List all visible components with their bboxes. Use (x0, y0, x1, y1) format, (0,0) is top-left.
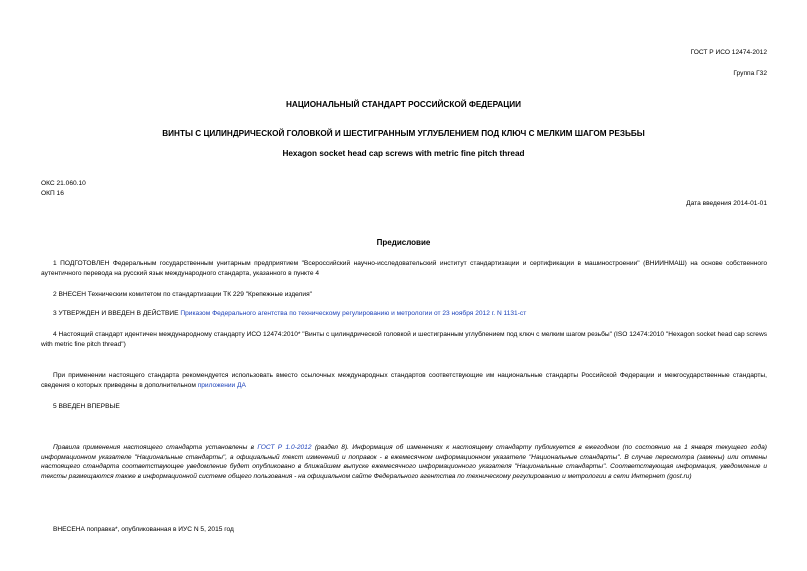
national-standards-note-text: При применении настоящего стандарта рекомендуется использовать вместо ссылочных международных стандартов соответствующие им национальные стандарты Российской Федерации и межгосударственные стандарты, сведения о которых приведены в дополнительном (41, 372, 767, 389)
application-rules-text-end: (раздел 8). Информация об изменениях к настоящему стандарту публикуется в ежегодном (по состоянию на 1 января текущего года) информационном указателе "Национальные стандарты", а официальный текст изменений и поправок - в ежемесячном информационном указателе "Национальные стандарты". В случае пересмотра (замены) или отмены настоящего стандарта соответствующее уведомление будет опубликовано в ближайшем выпуске ежемесячного информационного указателя "Национальные стандарты". Соответствующая информация, уведомление и тексты размещаются также в информационной системе общего пользования - на официальном сайте Федерального агентства по техническому регулированию и метрологии в сети Интернет (gost.ru) (41, 444, 767, 480)
document-title-ru: ВИНТЫ С ЦИЛИНДРИЧЕСКОЙ ГОЛОВКОЙ И ШЕСТИГРАННЫМ УГЛУБЛЕНИЕМ ПОД КЛЮЧ С МЕЛКИМ ШАГОМ РЕЗЬБЫ (162, 129, 645, 138)
foreword-item-2: 2 ВНЕСЕН Техническим комитетом по стандартизации ТК 229 "Крепежные изделия" (53, 291, 312, 298)
gost-r-1-0-2012-link[interactable]: ГОСТ Р 1.0-2012 (257, 444, 312, 451)
document-title-en: Hexagon socket head cap screws with metric fine pitch thread (282, 149, 525, 158)
foreword-item-4: 4 Настоящий стандарт идентичен международному стандарту ИСО 12474:2010* "Винты с цилиндрической головкой и шестигранным углублением под ключ с мелким шагом резьбы" (ISO 12474:2010 "Hexagon socket head cap screws with metric fine pitch thread") (41, 331, 767, 348)
oks-code: ОКС 21.060.10 (41, 180, 86, 187)
introduction-date: Дата введения 2014-01-01 (686, 200, 767, 207)
application-rules-paragraph (41, 443, 767, 481)
foreword-item-3 (53, 309, 767, 319)
document-group: Группа Г32 (733, 70, 767, 77)
national-standards-note (41, 371, 767, 390)
appendix-da-link[interactable]: приложении ДА (197, 381, 246, 389)
foreword-item-5: 5 ВВЕДЕН ВПЕРВЫЕ (53, 403, 120, 410)
foreword-heading: Предисловие (376, 238, 431, 247)
standard-type-heading: НАЦИОНАЛЬНЫЙ СТАНДАРТ РОССИЙСКОЙ ФЕДЕРАЦИИ (286, 100, 521, 109)
foreword-item-1: 1 ПОДГОТОВЛЕН Федеральным государственным унитарным предприятием "Всероссийский научно-исследовательский институт стандартизации и сертификации в машиностроении" (ВНИИНМАШ) на основе собственного аутентичного перевода на русский язык международного стандарта, указанного в пункте 4 (41, 260, 767, 277)
document-number: ГОСТ Р ИСО 12474-2012 (690, 49, 767, 56)
approval-order-link[interactable]: Приказом Федерального агентства по техническому регулированию и метрологии от 23 ноября 2012 г. N 1131-ст (180, 310, 527, 317)
application-rules-text-start: Правила применения настоящего стандарта установлены в (53, 444, 258, 451)
amendment-footnote: ВНЕСЕНА поправка*, опубликованная в ИУС N 5, 2015 год (53, 526, 234, 533)
foreword-item-3-text: 3 УТВЕРЖДЕН И ВВЕДЕН В ДЕЙСТВИЕ (53, 310, 181, 317)
okp-code: ОКП 16 (41, 190, 64, 197)
